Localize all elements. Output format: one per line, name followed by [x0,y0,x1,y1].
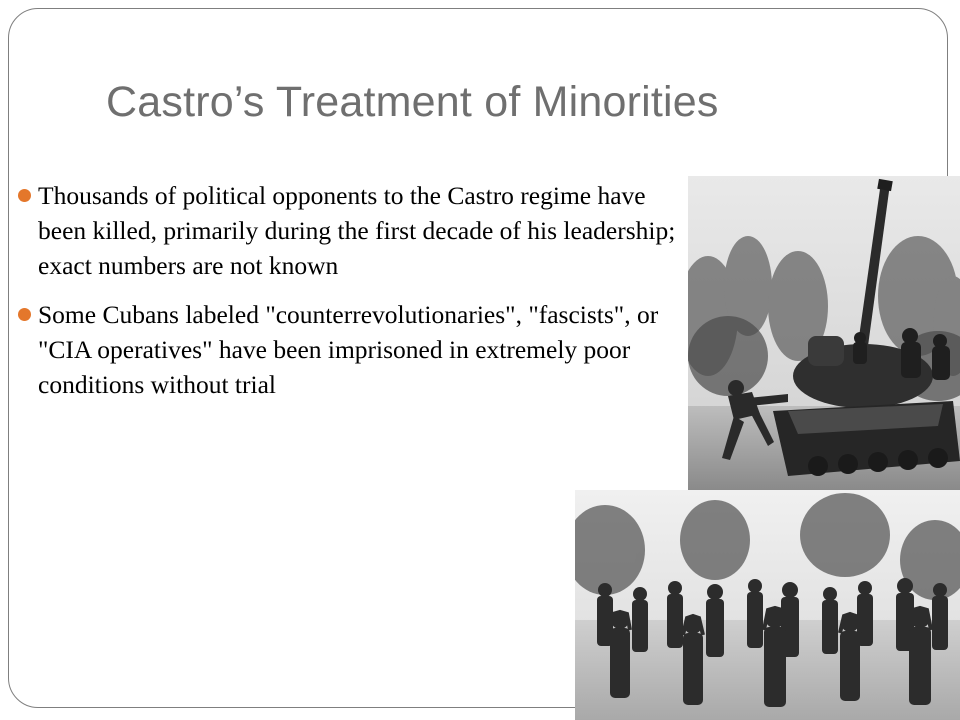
tank-soldiers-photo [688,176,960,490]
prisoners-hands-on-heads-photo [575,490,960,720]
bullet-list [20,178,690,416]
bullet-item [20,297,690,402]
bullet-dot-icon [18,189,31,202]
bullet-text: Thousands of political opponents to the Castro regime have been killed, primarily during the first decade of his leadership; exact numbers are not known [38,181,676,280]
slide-title: Castro’s Treatment of Minorities [106,78,719,126]
bullet-text: Some Cubans labeled "counterrevolutionaries", "fascists", or "CIA operatives" have been imprisoned in extremely poor conditions without trial [38,300,659,399]
bullet-item [20,178,690,283]
bullet-dot-icon [18,308,31,321]
